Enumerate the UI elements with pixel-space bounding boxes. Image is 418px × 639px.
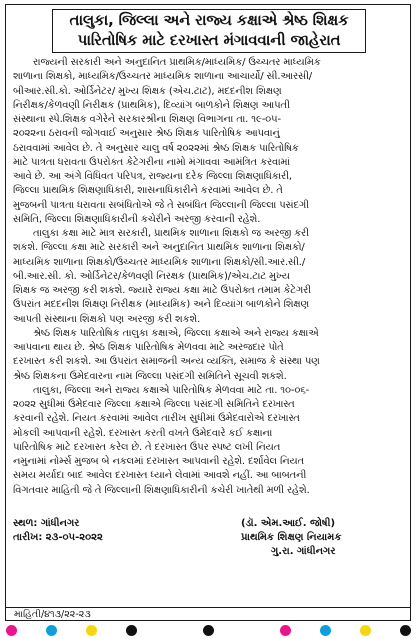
place-label: સ્થળ: ગાંધીનગર — [13, 518, 80, 529]
text-line: મુજબની પાત્રતા ધરાવતા સબંધિતોએ જે તે સબંધિત જિલ્લાની જિલ્લા પસંદગી — [13, 199, 309, 211]
signatory-designation: પ્રાથમિક શિક્ષણ નિયામક — [241, 532, 342, 543]
text-line: બીઆર.સી.કો. ઓર્ડિનેટર/ મુખ્ય શિક્ષક (એચ.ટાટ), મદદનીશ શિક્ષણ — [13, 85, 282, 97]
heading-line-2: પારિતોષિક માટે દરખાસ્ત મંગાવવાની જાહેરાત — [77, 31, 341, 49]
text-line: ઉપરાંત મદદનીશ શિક્ષણ નિરીક્ષક (માધ્યમિક) અને દિવ્યાંગ બાળકોને શિક્ષણ — [13, 299, 310, 311]
notice-heading — [52, 9, 366, 53]
text-line: શિક્ષક જ અરજી કરી શકશે. જ્યારે રાજ્ય કક્ષા માટે ઉપરોક્ત તમામ કેટેગરી — [13, 285, 312, 296]
text-line: સંસ્થાના સ્પે.શિક્ષક વગેરેને સરકારશ્રીના શિક્ષણ વિભાગના તા. ૧૯-૦૫- — [13, 114, 281, 125]
registration-dot — [46, 625, 57, 636]
registration-dot — [280, 625, 291, 636]
paragraph-1 — [13, 56, 407, 227]
notice-body — [13, 56, 407, 498]
registration-dot — [320, 625, 331, 636]
release-code-bar — [6, 607, 410, 622]
date-label: તારીખ: ૨૩-૦૫-૨૦૨૨ — [13, 532, 103, 543]
registration-dot — [203, 625, 214, 636]
heading-line-1: તાલુકા, જિલ્લા અને રાજ્ય કક્ષાએ શ્રેષ્ઠ શિક્ષક — [69, 11, 349, 29]
text-line: તાલુકા, જિલ્લા અને રાજ્ય કક્ષાએ પારિતોષિક મેળવવા માટે તા. ૧૦-૦૬- — [33, 384, 310, 396]
text-line: આપવાના થાય છે. શ્રેષ્ઠ શિક્ષક પારિતોષિક મેળવવા માટે અરજદાર પોતે — [13, 342, 284, 353]
text-line: નમુનામાં નોર્મ્સ મુજબ બે નકલમાં દરખાસ્ત આપવાની રહેશે. દર્શાવેલ નિયત — [13, 456, 305, 467]
text-line: મોકલી આપવાની રહેશે. દરખાસ્ત કરતી વખતે ઉમેદવારે કઈ કક્ષાના — [13, 427, 273, 439]
text-line: સમિતિ, જિલ્લા શિક્ષણાધિકારીની કચેરીને અરજી કરવાની રહેશે. — [13, 213, 261, 225]
release-code: માહિતી/૪૧૩/૨૨-૨૩ — [14, 609, 91, 620]
paragraph-2 — [13, 227, 407, 327]
text-line: શ્રેષ્ઠ શિક્ષક પારિતોષિક તાલુકા કક્ષાએ, જિલ્લા કક્ષાએ અને રાજ્ય કક્ષાએ — [33, 327, 319, 339]
text-line: તાલુકા કક્ષા માટે માત્ર સરકારી, પ્રાથમિક શાળાના શિક્ષકો જ અરજી કરી — [33, 228, 309, 239]
text-line: ૨૦૨૨ના ઠરાવની જોગવાઈ અનુસાર શ્રેષ્ઠ શિક્ષક પારિતોષિક આપવાનું — [13, 128, 280, 140]
paragraph-4 — [13, 384, 407, 498]
paragraph-3 — [13, 327, 407, 384]
text-line: શ્રેષ્ઠ શિક્ષકના ઉમેદવારના નામ જિલ્લા પસંદગી સમિતિને સૂચવી શકશે. — [13, 370, 287, 382]
registration-dot — [126, 625, 137, 636]
text-line: માટે પાત્રતા ધરાવતા ઉપરોક્ત કેટેગરીના નામો મંગાવવા આમંત્રિત કરવામાં — [13, 156, 290, 168]
text-line: કરવાની રહેશે. નિયત કરવામાં આવેલ તારીખ સુધીમાં ઉમેદવારોએ દરખાસ્ત — [13, 413, 300, 425]
text-line: શાળાના શિક્ષકો, માધ્યમિક/ઉચ્ચતર માધ્યમિક શાળાના આચાર્યો/ સી.આરસી/ — [13, 71, 313, 83]
text-line: ૨૦૨૨ સુધીમાં ઉમેદવાર જિલ્લા કક્ષાએ જિલ્લા પસંદગી સમિતિને દરખાસ્ત — [13, 399, 295, 410]
text-line: શકશે. જિલ્લા કક્ષા માટે સરકારી અને અનુદાનિત પ્રાથમિક શાળાના શિક્ષકો/ — [13, 242, 305, 254]
signatory-office: ગુ.રા. ગાંધીનગર — [271, 546, 336, 557]
registration-dot — [6, 625, 17, 636]
registration-dot — [400, 625, 411, 636]
text-line: સમય મર્યાદા બાદ આવેલ દરખાસ્ત ધ્યાને લેવામાં આવશે નહીં. આ બાબતની — [13, 470, 307, 482]
text-line: વિગતવાર માહિતી જે તે જિલ્લાની શિક્ષણાધિકારીની કચેરી ખાતેથી મળી રહેશે. — [13, 484, 310, 496]
registration-dot — [86, 625, 97, 636]
text-line: પારિતોષિક માટે દરખાસ્ત કરેલ છે. તે દરખાસ્ત ઉપર સ્પષ્ટ લખી નિયત — [13, 441, 281, 453]
text-line: નિરીક્ષક/કેળવણી નિરીક્ષક (પ્રાથમિક), દિવ્યાંગ બાળકોને શિક્ષણ આપતી — [13, 99, 290, 111]
text-line: ઠરાવવામાં આવેલ છે. તે અનુસાર ચાલુ વર્ષ ૨૦૨૨માં શ્રેષ્ઠ શિક્ષક પારિતોષિક — [13, 142, 299, 154]
registration-marks — [0, 625, 418, 639]
text-line: રાજ્યની સરકારી અને અનુદાનિત પ્રાથમિક/માધ્યમિક/ ઉચ્ચતર માધ્યમિક — [33, 57, 321, 68]
signatory-name: (ડૉ. એમ.આઈ. જોષી) — [241, 518, 336, 529]
text-line: જિલ્લા પ્રાથમિક શિક્ષણાધિકારી, શાસનાધિકારીને કરવામાં આવેલ છે. તે — [13, 185, 283, 197]
registration-dot — [360, 625, 371, 636]
text-line: માધ્યમિક શાળાના શિક્ષકો/ઉચ્ચતર માધ્યમિક શાળાના શિક્ષકો/સી.આર.સી./ — [13, 256, 306, 268]
text-line: આવે છે. આ અંગે વિધિવત પરિપત્ર, રાજ્યના દરેક જિલ્લા શિક્ષણાધિકારી, — [13, 171, 292, 182]
text-line: આપતી સંસ્થાના શિક્ષકો પણ અરજી કરી શકશે. — [13, 313, 201, 325]
text-line: દરખાસ્ત કરી શકશે. આ ઉપરાંત સમાજની અન્ય વ્યક્તિ, સમાજ કે સંસ્થા પણ — [13, 356, 320, 368]
text-line: બી.આર.સી. કો. ઓર્ડિનેટર/કેળવણી નિરક્ષક (પ્રાથમિક)/એચ.ટાટ મુખ્ય — [13, 270, 290, 282]
